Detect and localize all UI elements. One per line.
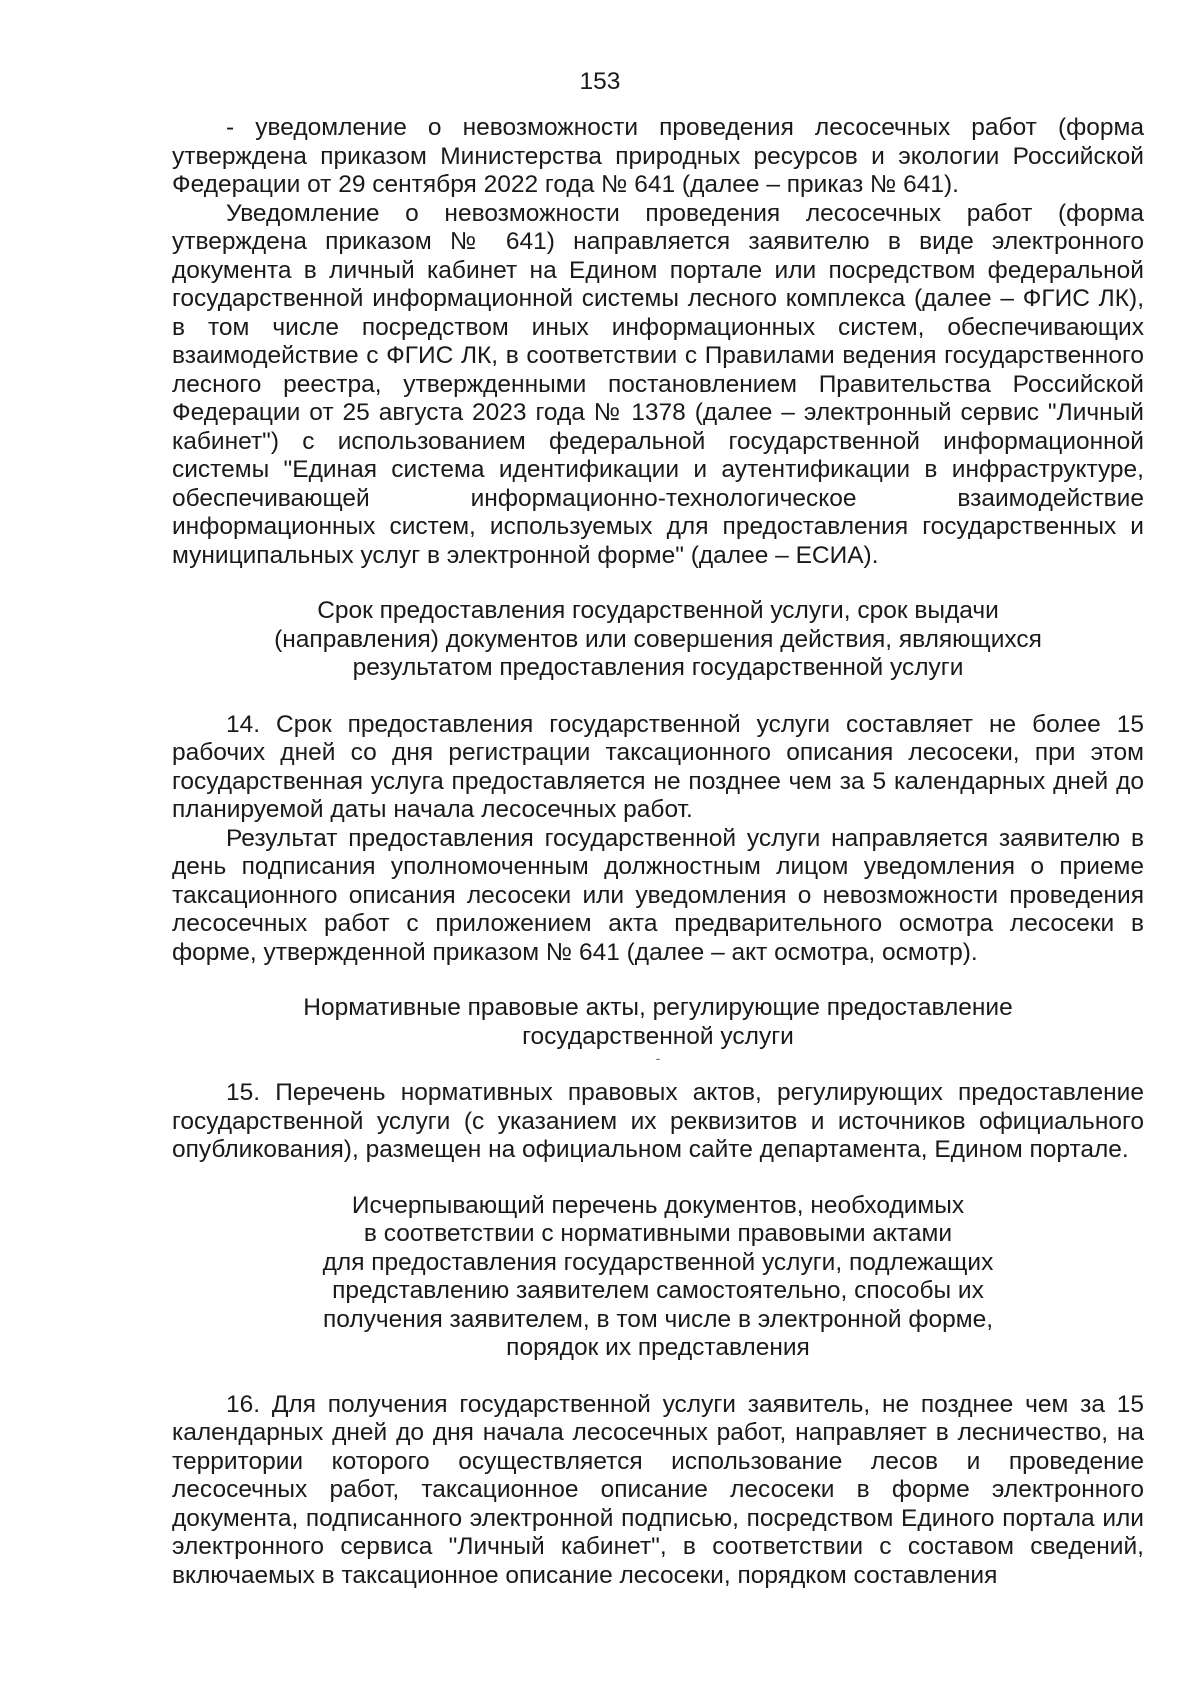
section-heading-term xyxy=(172,597,1144,683)
paragraph-notice-form: - уведомление о невозможности проведения лесосечных работ (форма утверждена приказом Министерства природных ресурсов и экологии Российской Федерации от 29 сентября 2022 года № 641 (далее – приказ № 641). xyxy=(172,114,1144,198)
dash-mark: - xyxy=(655,1050,661,1066)
heading-line: порядок их представления xyxy=(506,1334,810,1361)
heading-line: Исчерпывающий перечень документов, необходимых xyxy=(351,1191,965,1219)
section-heading-acts xyxy=(172,994,1144,1051)
heading-line: результатом предоставления государственной услуги xyxy=(352,654,964,681)
document-body xyxy=(172,114,1144,1590)
heading-line: Срок предоставления государственной услуги, срок выдачи xyxy=(317,597,999,624)
paragraph-14-result: Результат предоставления государственной услуги направляется заявителю в день подписания уполномоченным должностным лицом уведомления о приеме таксационного описания лесосеки или уведомления о невозможности проведения лесосечных работ с приложением акта предварительного осмотра лесосеки в форме, утвержденной приказом № 641 (далее – акт осмотра, осмотр). xyxy=(172,824,1144,966)
heading-line: в соответствии с нормативными правовыми актами xyxy=(363,1220,953,1247)
page-number: 153 xyxy=(579,68,621,95)
heading-line: Нормативные правовые акты, регулирующие предоставление xyxy=(303,994,1013,1021)
section-heading-documents xyxy=(308,1192,1008,1363)
paragraph-16: 16. Для получения государственной услуги заявитель, не позднее чем за 15 календарных дней до дня начала лесосечных работ, направляет в лесничество, на территории которого осуществляется использование лесов и проведение лесосечных работ, таксационное описание лесосеки в форме электронного документа, подписанного электронной подписью, посредством Единого портала или электронного сервиса "Личный кабинет", в соответствии с составом сведений, включаемых в таксационное описание лесосеки, порядком составления xyxy=(172,1390,1144,1589)
paragraph-notice-delivery: Уведомление о невозможности проведения лесосечных работ (форма утверждена приказом № 641) направляется заявителю в виде электронного документа в личный кабинет на Едином портале или посредством федеральной государственной информационной системы лесного комплекса (далее – ФГИС ЛК), в том числе посредством иных информационных систем, обеспечивающих взаимодействие с ФГИС ЛК, в соответствии с Правилами ведения государственного лесного реестра, утвержденными постановлением Правительства Российской Федерации от 25 августа 2023 года № 1378 (далее – электронный сервис "Личный кабинет") с использованием федеральной государственной информационной системы "Единая система идентификации и аутентификации в инфраструктуре, обеспечивающей информационно-технологическое взаимодействие информационных систем, используемых для предоставления государственных и муниципальных услуг в электронной форме" (далее – ЕСИА). xyxy=(172,199,1144,569)
paragraph-14: 14. Срок предоставления государственной услуги составляет не более 15 рабочих дней со дня регистрации таксационного описания лесосеки, при этом государственная услуга предоставляется не позднее чем за 5 календарных дней до планируемой даты начала лесосечных работ. xyxy=(172,710,1144,823)
heading-line: представлению заявителем самостоятельно, способы их xyxy=(332,1277,984,1304)
paragraph-15: 15. Перечень нормативных правовых актов, регулирующих предоставление государственной услуги (с указанием их реквизитов и источников официального опубликования), размещен на официальном сайте департамента, Едином портале. xyxy=(172,1079,1144,1163)
heading-line: (направления) документов или совершения действия, являющихся xyxy=(274,625,1042,653)
heading-line: получения заявителем, в том числе в электронной форме, xyxy=(322,1305,994,1333)
heading-line: государственной услуги xyxy=(522,1022,794,1050)
heading-line: для предоставления государственной услуги, подлежащих xyxy=(322,1248,994,1276)
